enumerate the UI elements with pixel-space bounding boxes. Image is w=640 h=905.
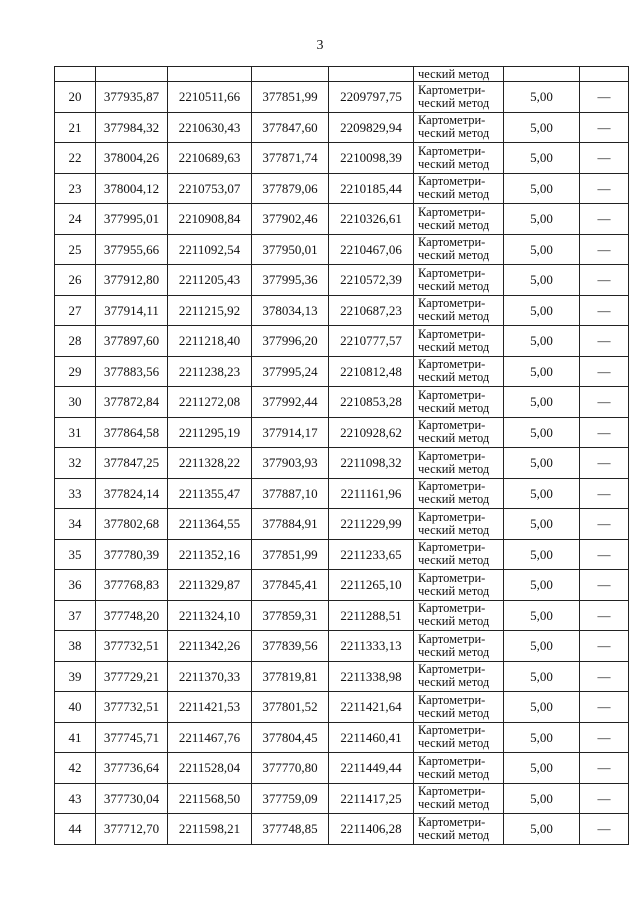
method-line-1: Картометри-: [418, 601, 486, 616]
cell-method: [414, 112, 504, 143]
cell-note: —: [580, 417, 629, 448]
cell-note: —: [580, 631, 629, 662]
cell-y-refined: 2211406,28: [329, 814, 414, 845]
method-line-2: ческий метод: [418, 339, 490, 354]
cell-x-existing: 377897,60: [96, 326, 168, 357]
cell-y-existing: 2211295,19: [168, 417, 252, 448]
cell-accuracy: 5,00: [504, 417, 580, 448]
cell-note: —: [580, 722, 629, 753]
cell-y-existing: 2211364,55: [168, 509, 252, 540]
method-line-2: ческий метод: [418, 492, 490, 507]
cell-y-existing: 2211238,23: [168, 356, 252, 387]
cell-x-existing: 377935,87: [96, 82, 168, 113]
cell-number: 37: [55, 600, 96, 631]
cell-accuracy: 5,00: [504, 326, 580, 357]
table-row: [55, 143, 629, 174]
cell-number: 24: [55, 204, 96, 235]
method-line-2: ческий метод: [418, 553, 490, 568]
cell-note: [580, 67, 629, 82]
cell-note: —: [580, 661, 629, 692]
cell-y-refined: 2211161,96: [329, 478, 414, 509]
cell-x-refined: 377804,45: [252, 722, 329, 753]
cell-number: 31: [55, 417, 96, 448]
cell-number: 40: [55, 692, 96, 723]
method-line-2: ческий метод: [418, 309, 490, 324]
cell-x-existing: 377864,58: [96, 417, 168, 448]
method-line-2: ческий метод: [418, 522, 490, 537]
cell-accuracy: 5,00: [504, 173, 580, 204]
cell-y-existing: 2210753,07: [168, 173, 252, 204]
cell-note: —: [580, 600, 629, 631]
cell-x-refined: 377996,20: [252, 326, 329, 357]
coordinates-table: [54, 66, 629, 845]
cell-number: 43: [55, 783, 96, 814]
cell-y-refined: 2211460,41: [329, 722, 414, 753]
cell-x-refined: 377903,93: [252, 448, 329, 479]
cell-note: —: [580, 692, 629, 723]
cell-note: —: [580, 112, 629, 143]
cell-accuracy: 5,00: [504, 814, 580, 845]
method-line-2: ческий метод: [418, 675, 490, 690]
cell-y-existing: 2211329,87: [168, 570, 252, 601]
cell-x-existing: 378004,26: [96, 143, 168, 174]
cell-x-refined: 377847,60: [252, 112, 329, 143]
cell-method: [414, 387, 504, 418]
cell-x-refined: 377992,44: [252, 387, 329, 418]
cell-note: —: [580, 234, 629, 265]
cell-y-existing: 2211370,33: [168, 661, 252, 692]
cell-y-existing: [168, 67, 252, 82]
cell-x-existing: 377748,20: [96, 600, 168, 631]
cell-method: [414, 326, 504, 357]
cell-x-refined: 377950,01: [252, 234, 329, 265]
cell-method: [414, 82, 504, 113]
cell-accuracy: 5,00: [504, 265, 580, 296]
cell-number: 27: [55, 295, 96, 326]
cell-y-refined: 2210467,06: [329, 234, 414, 265]
method-line-2: ческий метод: [418, 126, 490, 141]
cell-x-existing: 377732,51: [96, 692, 168, 723]
method-line-1: Картометри-: [418, 631, 486, 646]
table-row: [55, 387, 629, 418]
method-line-1: Картометри-: [418, 479, 486, 494]
cell-y-existing: 2211324,10: [168, 600, 252, 631]
method-line-1: Картометри-: [418, 418, 486, 433]
cell-y-existing: 2211467,76: [168, 722, 252, 753]
cell-note: —: [580, 783, 629, 814]
method-line-1: Картометри-: [418, 357, 486, 372]
cell-y-refined: 2210185,44: [329, 173, 414, 204]
cell-number: 30: [55, 387, 96, 418]
method-line-1: Картометри-: [418, 113, 486, 128]
method-line-1: Картометри-: [418, 174, 486, 189]
cell-method: [414, 814, 504, 845]
cell-number: 35: [55, 539, 96, 570]
cell-y-refined: 2210572,39: [329, 265, 414, 296]
cell-accuracy: 5,00: [504, 722, 580, 753]
cell-y-refined: 2210853,28: [329, 387, 414, 418]
cell-number: 41: [55, 722, 96, 753]
cell-accuracy: 5,00: [504, 478, 580, 509]
cell-note: —: [580, 173, 629, 204]
cell-x-existing: 377780,39: [96, 539, 168, 570]
table-row: [55, 448, 629, 479]
cell-method: [414, 722, 504, 753]
cell-note: —: [580, 143, 629, 174]
method-line-1: Картометри-: [418, 296, 486, 311]
continued-row: [55, 67, 629, 82]
cell-y-refined: 2211229,99: [329, 509, 414, 540]
cell-accuracy: 5,00: [504, 600, 580, 631]
cell-x-refined: 377851,99: [252, 82, 329, 113]
cell-accuracy: 5,00: [504, 295, 580, 326]
method-line-2: ческий метод: [418, 278, 490, 293]
method-line-2: ческий метод: [418, 400, 490, 415]
cell-note: —: [580, 570, 629, 601]
cell-note: —: [580, 478, 629, 509]
cell-y-existing: 2210689,63: [168, 143, 252, 174]
cell-method: ческий метод: [414, 67, 504, 82]
method-line-1: Картометри-: [418, 235, 486, 250]
cell-method: [414, 265, 504, 296]
cell-method: [414, 478, 504, 509]
cell-note: —: [580, 387, 629, 418]
table-row: [55, 753, 629, 784]
cell-x-existing: 377872,84: [96, 387, 168, 418]
cell-accuracy: 5,00: [504, 509, 580, 540]
table-row: [55, 234, 629, 265]
method-line-1: Картометри-: [418, 143, 486, 158]
cell-x-existing: 378004,12: [96, 173, 168, 204]
cell-note: —: [580, 356, 629, 387]
method-line-1: Картометри-: [418, 448, 486, 463]
cell-x-refined: 377859,31: [252, 600, 329, 631]
cell-y-existing: 2210908,84: [168, 204, 252, 235]
cell-method: [414, 539, 504, 570]
cell-x-existing: [96, 67, 168, 82]
cell-y-refined: 2209797,75: [329, 82, 414, 113]
method-line-1: Картометри-: [418, 82, 486, 97]
cell-number: 42: [55, 753, 96, 784]
method-line-1: Картометри-: [418, 326, 486, 341]
cell-y-existing: 2210511,66: [168, 82, 252, 113]
cell-y-refined: 2210687,23: [329, 295, 414, 326]
cell-number: 28: [55, 326, 96, 357]
cell-y-refined: 2210777,57: [329, 326, 414, 357]
cell-method: [414, 570, 504, 601]
method-line-1: Картометри-: [418, 662, 486, 677]
cell-x-refined: 377770,80: [252, 753, 329, 784]
method-line-1: Картометри-: [418, 570, 486, 585]
table-row: [55, 204, 629, 235]
table-row: [55, 112, 629, 143]
cell-method: [414, 509, 504, 540]
cell-x-existing: 377912,80: [96, 265, 168, 296]
method-line-1: Картометри-: [418, 265, 486, 280]
cell-x-existing: 377802,68: [96, 509, 168, 540]
method-line-2: ческий метод: [418, 797, 490, 812]
cell-x-refined: 377902,46: [252, 204, 329, 235]
cell-method: [414, 234, 504, 265]
cell-number: 29: [55, 356, 96, 387]
cell-accuracy: 5,00: [504, 631, 580, 662]
table-row: [55, 326, 629, 357]
table-row: [55, 356, 629, 387]
cell-method: [414, 783, 504, 814]
cell-x-existing: 377847,25: [96, 448, 168, 479]
cell-number: 36: [55, 570, 96, 601]
table-row: [55, 600, 629, 631]
cell-method: [414, 692, 504, 723]
cell-accuracy: [504, 67, 580, 82]
method-line-2: ческий метод: [418, 644, 490, 659]
cell-accuracy: 5,00: [504, 143, 580, 174]
cell-x-existing: 377824,14: [96, 478, 168, 509]
cell-y-existing: 2211328,22: [168, 448, 252, 479]
cell-y-refined: 2209829,94: [329, 112, 414, 143]
table-row: [55, 509, 629, 540]
cell-number: 33: [55, 478, 96, 509]
cell-accuracy: 5,00: [504, 204, 580, 235]
method-line-2: ческий метод: [418, 431, 490, 446]
cell-method: [414, 448, 504, 479]
cell-y-existing: 2211568,50: [168, 783, 252, 814]
cell-x-refined: 377819,81: [252, 661, 329, 692]
cell-y-existing: 2211352,16: [168, 539, 252, 570]
cell-accuracy: 5,00: [504, 783, 580, 814]
method-line-1: Картометри-: [418, 509, 486, 524]
cell-note: —: [580, 539, 629, 570]
cell-number: 21: [55, 112, 96, 143]
table-row: [55, 82, 629, 113]
cell-accuracy: 5,00: [504, 692, 580, 723]
cell-x-refined: [252, 67, 329, 82]
cell-number: 23: [55, 173, 96, 204]
method-line-2: ческий метод: [418, 705, 490, 720]
cell-number: 34: [55, 509, 96, 540]
table-row: [55, 417, 629, 448]
cell-x-existing: 377914,11: [96, 295, 168, 326]
cell-note: —: [580, 82, 629, 113]
cell-note: —: [580, 814, 629, 845]
method-line-2: ческий метод: [418, 187, 490, 202]
table-row: [55, 570, 629, 601]
cell-x-refined: 377887,10: [252, 478, 329, 509]
cell-accuracy: 5,00: [504, 82, 580, 113]
table-row: [55, 173, 629, 204]
table-row: [55, 478, 629, 509]
method-line-2: ческий метод: [418, 370, 490, 385]
cell-note: —: [580, 509, 629, 540]
cell-x-refined: 377759,09: [252, 783, 329, 814]
method-line-2: ческий метод: [418, 736, 490, 751]
table-row: [55, 722, 629, 753]
cell-x-existing: 377984,32: [96, 112, 168, 143]
cell-accuracy: 5,00: [504, 448, 580, 479]
cell-method: [414, 753, 504, 784]
cell-x-existing: 377768,83: [96, 570, 168, 601]
cell-y-refined: 2210326,61: [329, 204, 414, 235]
coordinates-table-body: [55, 67, 629, 845]
cell-x-refined: 377884,91: [252, 509, 329, 540]
method-line-2: ческий метод: [418, 461, 490, 476]
cell-x-existing: 377729,21: [96, 661, 168, 692]
method-line-2: ческий метод: [418, 248, 490, 263]
cell-method: [414, 295, 504, 326]
cell-y-existing: 2211218,40: [168, 326, 252, 357]
cell-x-existing: 377730,04: [96, 783, 168, 814]
cell-accuracy: 5,00: [504, 539, 580, 570]
cell-y-refined: 2210812,48: [329, 356, 414, 387]
method-line-2: ческий метод: [418, 583, 490, 598]
method-line-2: ческий метод: [418, 217, 490, 232]
table-row: [55, 631, 629, 662]
cell-method: [414, 173, 504, 204]
cell-x-refined: 377748,85: [252, 814, 329, 845]
cell-x-existing: 377712,70: [96, 814, 168, 845]
method-line-1: Картометри-: [418, 753, 486, 768]
cell-x-refined: 377839,56: [252, 631, 329, 662]
method-line-2: ческий метод: [418, 614, 490, 629]
cell-y-refined: 2211333,13: [329, 631, 414, 662]
cell-x-refined: 377914,17: [252, 417, 329, 448]
cell-accuracy: 5,00: [504, 753, 580, 784]
cell-y-refined: 2211338,98: [329, 661, 414, 692]
cell-number: 32: [55, 448, 96, 479]
cell-y-existing: 2211215,92: [168, 295, 252, 326]
method-line-1: Картометри-: [418, 387, 486, 402]
method-line-2: ческий метод: [418, 156, 490, 171]
table-row: [55, 661, 629, 692]
cell-y-existing: 2211598,21: [168, 814, 252, 845]
cell-x-existing: 377736,64: [96, 753, 168, 784]
cell-number: 25: [55, 234, 96, 265]
cell-note: —: [580, 265, 629, 296]
cell-y-existing: 2210630,43: [168, 112, 252, 143]
cell-x-refined: 377851,99: [252, 539, 329, 570]
cell-y-refined: 2210098,39: [329, 143, 414, 174]
cell-note: —: [580, 326, 629, 357]
cell-note: —: [580, 204, 629, 235]
cell-x-refined: 377871,74: [252, 143, 329, 174]
cell-x-refined: 377845,41: [252, 570, 329, 601]
table-row: [55, 295, 629, 326]
method-line-2: ческий метод: [418, 827, 490, 842]
cell-number: 20: [55, 82, 96, 113]
cell-y-existing: 2211421,53: [168, 692, 252, 723]
table-row: [55, 783, 629, 814]
cell-method: [414, 631, 504, 662]
cell-y-refined: 2211288,51: [329, 600, 414, 631]
method-line-1: Картометри-: [418, 723, 486, 738]
cell-y-refined: 2211098,32: [329, 448, 414, 479]
table-row: [55, 814, 629, 845]
cell-note: —: [580, 295, 629, 326]
cell-x-refined: 377801,52: [252, 692, 329, 723]
cell-x-existing: 377883,56: [96, 356, 168, 387]
cell-x-refined: 377879,06: [252, 173, 329, 204]
cell-method: [414, 661, 504, 692]
cell-number: 22: [55, 143, 96, 174]
method-line-2: ческий метод: [418, 766, 490, 781]
cell-number: [55, 67, 96, 82]
cell-y-existing: 2211272,08: [168, 387, 252, 418]
cell-x-existing: 377745,71: [96, 722, 168, 753]
cell-y-refined: 2211421,64: [329, 692, 414, 723]
cell-note: —: [580, 448, 629, 479]
cell-x-existing: 377732,51: [96, 631, 168, 662]
method-line-1: Картометри-: [418, 692, 486, 707]
cell-number: 39: [55, 661, 96, 692]
cell-y-refined: 2210928,62: [329, 417, 414, 448]
cell-method: [414, 417, 504, 448]
cell-y-refined: 2211449,44: [329, 753, 414, 784]
cell-number: 26: [55, 265, 96, 296]
cell-y-refined: 2211265,10: [329, 570, 414, 601]
table-row: [55, 692, 629, 723]
cell-y-existing: 2211528,04: [168, 753, 252, 784]
cell-y-existing: 2211092,54: [168, 234, 252, 265]
cell-y-refined: [329, 67, 414, 82]
cell-accuracy: 5,00: [504, 661, 580, 692]
cell-accuracy: 5,00: [504, 112, 580, 143]
cell-accuracy: 5,00: [504, 356, 580, 387]
page-number: 3: [316, 38, 324, 53]
cell-method: [414, 204, 504, 235]
method-line-1: Картометри-: [418, 784, 486, 799]
cell-x-existing: 377995,01: [96, 204, 168, 235]
cell-note: —: [580, 753, 629, 784]
cell-y-refined: 2211233,65: [329, 539, 414, 570]
cell-x-refined: 377995,36: [252, 265, 329, 296]
cell-y-existing: 2211342,26: [168, 631, 252, 662]
cell-method: [414, 600, 504, 631]
cell-accuracy: 5,00: [504, 387, 580, 418]
cell-number: 38: [55, 631, 96, 662]
cell-y-existing: 2211355,47: [168, 478, 252, 509]
cell-x-refined: 378034,13: [252, 295, 329, 326]
method-line-1: Картометри-: [418, 814, 486, 829]
method-line-1: Картометри-: [418, 204, 486, 219]
cell-number: 44: [55, 814, 96, 845]
method-line-2: ческий метод: [418, 95, 490, 110]
table-row: [55, 539, 629, 570]
cell-accuracy: 5,00: [504, 570, 580, 601]
cell-x-existing: 377955,66: [96, 234, 168, 265]
cell-accuracy: 5,00: [504, 234, 580, 265]
cell-x-refined: 377995,24: [252, 356, 329, 387]
table-row: [55, 265, 629, 296]
cell-method: [414, 356, 504, 387]
cell-y-existing: 2211205,43: [168, 265, 252, 296]
method-line-1: Картометри-: [418, 540, 486, 555]
cell-y-refined: 2211417,25: [329, 783, 414, 814]
cell-method: [414, 143, 504, 174]
